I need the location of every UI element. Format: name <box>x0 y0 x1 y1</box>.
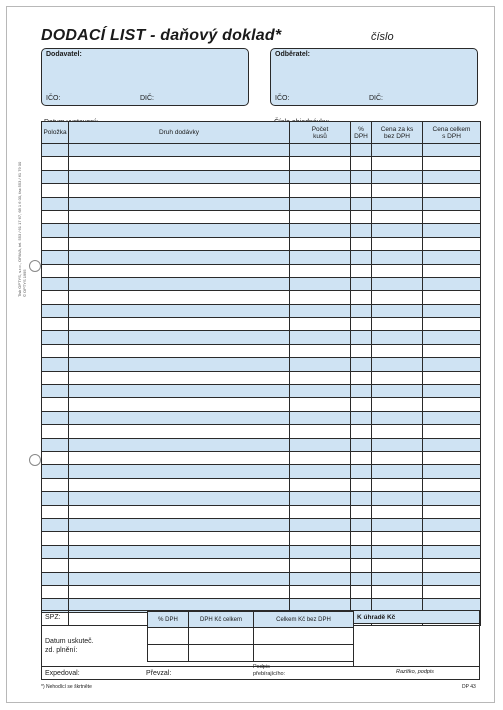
table-cell[interactable] <box>290 264 351 277</box>
table-cell[interactable] <box>69 385 290 398</box>
table-cell[interactable] <box>42 371 69 384</box>
table-cell[interactable] <box>351 398 372 411</box>
col-header-vat-rate: % DPH <box>351 122 372 144</box>
table-cell[interactable] <box>372 371 423 384</box>
table-cell[interactable] <box>69 559 290 572</box>
table-cell[interactable] <box>372 210 423 223</box>
table-cell[interactable] <box>290 532 351 545</box>
table-cell[interactable] <box>42 291 69 304</box>
table-cell[interactable] <box>69 210 290 223</box>
table-row[interactable] <box>42 505 481 518</box>
table-cell[interactable] <box>42 251 69 264</box>
spz-label: SPZ: <box>45 614 61 621</box>
table-cell[interactable] <box>372 545 423 558</box>
vat-header-rate: % DPH <box>148 612 189 628</box>
table-cell[interactable] <box>42 224 69 237</box>
table-cell[interactable] <box>423 277 481 290</box>
table-cell[interactable] <box>423 318 481 331</box>
table-cell[interactable] <box>423 438 481 451</box>
table-row[interactable] <box>42 277 481 290</box>
table-cell[interactable] <box>290 358 351 371</box>
signature-label-2: přebírajícího: <box>253 671 286 677</box>
items-table-body[interactable] <box>42 144 481 626</box>
table-cell[interactable] <box>372 505 423 518</box>
table-cell[interactable] <box>423 344 481 357</box>
table-cell[interactable] <box>290 318 351 331</box>
table-cell[interactable] <box>372 532 423 545</box>
table-row[interactable] <box>42 144 481 157</box>
table-cell[interactable] <box>423 184 481 197</box>
table-row[interactable] <box>42 170 481 183</box>
table-cell[interactable] <box>290 277 351 290</box>
col-header-description: Druh dodávky <box>69 122 290 144</box>
vat-header-amount: DPH Kč celkem <box>189 612 254 628</box>
table-cell[interactable] <box>69 264 290 277</box>
table-cell[interactable] <box>42 492 69 505</box>
table-cell[interactable] <box>351 371 372 384</box>
table-row[interactable] <box>42 385 481 398</box>
table-cell[interactable] <box>69 492 290 505</box>
table-cell[interactable] <box>290 331 351 344</box>
table-cell[interactable] <box>69 224 290 237</box>
table-cell[interactable] <box>351 505 372 518</box>
table-cell[interactable] <box>290 385 351 398</box>
table-cell[interactable] <box>42 237 69 250</box>
table-cell[interactable] <box>69 318 290 331</box>
table-row[interactable] <box>42 344 481 357</box>
table-cell[interactable] <box>290 425 351 438</box>
table-cell[interactable] <box>372 157 423 170</box>
table-cell[interactable] <box>372 451 423 464</box>
table-cell[interactable] <box>372 398 423 411</box>
form-title: DODACÍ LIST - daňový doklad* <box>41 27 282 44</box>
table-cell[interactable] <box>351 559 372 572</box>
table-cell[interactable] <box>372 170 423 183</box>
table-cell[interactable] <box>42 304 69 317</box>
table-row[interactable] <box>42 157 481 170</box>
table-cell[interactable] <box>290 505 351 518</box>
table-cell[interactable] <box>42 210 69 223</box>
table-cell[interactable] <box>372 251 423 264</box>
vat-row[interactable] <box>148 645 354 662</box>
vat-cell[interactable] <box>148 628 189 645</box>
table-cell[interactable] <box>290 344 351 357</box>
table-cell[interactable] <box>290 184 351 197</box>
table-cell[interactable] <box>372 197 423 210</box>
table-cell[interactable] <box>351 197 372 210</box>
table-cell[interactable] <box>290 545 351 558</box>
table-cell[interactable] <box>69 170 290 183</box>
table-cell[interactable] <box>69 371 290 384</box>
table-cell[interactable] <box>423 385 481 398</box>
table-row[interactable] <box>42 318 481 331</box>
col-header-quantity: Počet kusů <box>290 122 351 144</box>
table-row[interactable] <box>42 478 481 491</box>
table-row[interactable] <box>42 197 481 210</box>
taxable-date-label-2: zd. plnění: <box>45 647 78 654</box>
table-cell[interactable] <box>42 559 69 572</box>
table-cell[interactable] <box>351 532 372 545</box>
table-row[interactable] <box>42 398 481 411</box>
table-cell[interactable] <box>290 210 351 223</box>
table-row[interactable] <box>42 224 481 237</box>
vat-header-base: Celkem Kč bez DPH <box>254 612 354 628</box>
table-cell[interactable] <box>42 518 69 531</box>
table-row[interactable] <box>42 251 481 264</box>
table-cell[interactable] <box>69 425 290 438</box>
table-cell[interactable] <box>423 559 481 572</box>
table-cell[interactable] <box>42 264 69 277</box>
table-cell[interactable] <box>351 572 372 585</box>
table-cell[interactable] <box>290 411 351 424</box>
payment-due-header: K úhradě Kč <box>353 611 479 624</box>
table-cell[interactable] <box>423 144 481 157</box>
vat-summary-table <box>147 611 354 662</box>
table-cell[interactable] <box>351 518 372 531</box>
table-row[interactable] <box>42 358 481 371</box>
table-cell[interactable] <box>290 438 351 451</box>
table-cell[interactable] <box>423 505 481 518</box>
table-cell[interactable] <box>351 385 372 398</box>
table-cell[interactable] <box>290 291 351 304</box>
table-cell[interactable] <box>42 197 69 210</box>
table-cell[interactable] <box>351 465 372 478</box>
table-row[interactable] <box>42 210 481 223</box>
table-cell[interactable] <box>423 492 481 505</box>
table-cell[interactable] <box>290 585 351 598</box>
table-cell[interactable] <box>290 170 351 183</box>
table-cell[interactable] <box>423 572 481 585</box>
table-cell[interactable] <box>42 425 69 438</box>
table-cell[interactable] <box>423 585 481 598</box>
table-cell[interactable] <box>351 157 372 170</box>
table-row[interactable] <box>42 451 481 464</box>
number-label: číslo <box>371 31 394 43</box>
table-cell[interactable] <box>423 197 481 210</box>
table-cell[interactable] <box>290 224 351 237</box>
printer-imprint-line1: Tisk OPTYS, s.r.o., OPAVA, tel. 553 / 61 17 67, 68 1 6 00, fax 553 / 61 79 00 <box>17 161 22 297</box>
table-cell[interactable] <box>423 304 481 317</box>
table-cell[interactable] <box>290 478 351 491</box>
table-cell[interactable] <box>351 304 372 317</box>
table-row[interactable] <box>42 492 481 505</box>
table-cell[interactable] <box>42 277 69 290</box>
table-cell[interactable] <box>351 425 372 438</box>
table-cell[interactable] <box>372 358 423 371</box>
table-row[interactable] <box>42 264 481 277</box>
table-row[interactable] <box>42 545 481 558</box>
supplier-box[interactable] <box>41 48 249 106</box>
table-cell[interactable] <box>351 210 372 223</box>
punch-hole-bottom <box>29 454 41 466</box>
table-cell[interactable] <box>372 465 423 478</box>
table-cell[interactable] <box>42 438 69 451</box>
vat-cell[interactable] <box>148 645 189 662</box>
table-cell[interactable] <box>42 144 69 157</box>
printer-imprint-line2: © OPTYS 1995 <box>22 269 27 297</box>
customer-dic-label: DIČ: <box>369 95 383 102</box>
table-cell[interactable] <box>290 371 351 384</box>
table-row[interactable] <box>42 411 481 424</box>
table-cell[interactable] <box>42 184 69 197</box>
table-cell[interactable] <box>372 264 423 277</box>
table-cell[interactable] <box>372 318 423 331</box>
table-cell[interactable] <box>69 398 290 411</box>
table-cell[interactable] <box>69 277 290 290</box>
table-cell[interactable] <box>42 465 69 478</box>
table-cell[interactable] <box>351 237 372 250</box>
table-cell[interactable] <box>42 157 69 170</box>
table-cell[interactable] <box>290 559 351 572</box>
table-cell[interactable] <box>351 585 372 598</box>
table-row[interactable] <box>42 532 481 545</box>
table-cell[interactable] <box>372 518 423 531</box>
table-cell[interactable] <box>69 344 290 357</box>
table-row[interactable] <box>42 518 481 531</box>
table-cell[interactable] <box>423 331 481 344</box>
table-cell[interactable] <box>69 585 290 598</box>
supplier-label: Dodavatel: <box>46 51 82 58</box>
table-cell[interactable] <box>372 559 423 572</box>
table-cell[interactable] <box>42 505 69 518</box>
supplier-ico-label: IČO: <box>46 95 61 102</box>
table-cell[interactable] <box>351 277 372 290</box>
table-cell[interactable] <box>351 224 372 237</box>
table-cell[interactable] <box>372 237 423 250</box>
table-row[interactable] <box>42 572 481 585</box>
items-table <box>41 121 481 626</box>
table-cell[interactable] <box>351 144 372 157</box>
table-cell[interactable] <box>351 291 372 304</box>
vat-cell[interactable] <box>189 628 254 645</box>
customer-label: Odběratel: <box>275 51 311 58</box>
table-cell[interactable] <box>69 184 290 197</box>
table-cell[interactable] <box>351 438 372 451</box>
table-cell[interactable] <box>351 411 372 424</box>
table-cell[interactable] <box>42 331 69 344</box>
table-cell[interactable] <box>423 371 481 384</box>
table-cell[interactable] <box>351 344 372 357</box>
table-cell[interactable] <box>423 451 481 464</box>
table-row[interactable] <box>42 438 481 451</box>
table-cell[interactable] <box>42 532 69 545</box>
vat-cell[interactable] <box>254 628 354 645</box>
col-header-item: Položka <box>42 122 69 144</box>
table-cell[interactable] <box>69 251 290 264</box>
table-cell[interactable] <box>290 144 351 157</box>
table-cell[interactable] <box>372 304 423 317</box>
table-cell[interactable] <box>423 465 481 478</box>
table-row[interactable] <box>42 184 481 197</box>
table-cell[interactable] <box>69 304 290 317</box>
dispatched-label: Expedoval: <box>45 670 80 677</box>
table-cell[interactable] <box>351 358 372 371</box>
table-cell[interactable] <box>372 478 423 491</box>
table-cell[interactable] <box>69 505 290 518</box>
table-cell[interactable] <box>423 358 481 371</box>
footnote: *) Nehodící se škrtněte <box>41 684 92 690</box>
table-cell[interactable] <box>423 157 481 170</box>
table-row[interactable] <box>42 559 481 572</box>
table-cell[interactable] <box>423 545 481 558</box>
form-code: DP 43 <box>462 684 476 690</box>
printer-imprint <box>17 162 27 297</box>
table-cell[interactable] <box>69 411 290 424</box>
table-cell[interactable] <box>372 385 423 398</box>
table-cell[interactable] <box>351 331 372 344</box>
table-cell[interactable] <box>372 572 423 585</box>
supplier-dic-label: DIČ: <box>140 95 154 102</box>
table-row[interactable] <box>42 291 481 304</box>
stamp-label: Razítko, podpis <box>396 669 434 675</box>
table-cell[interactable] <box>351 264 372 277</box>
table-row[interactable] <box>42 371 481 384</box>
table-cell[interactable] <box>290 451 351 464</box>
vat-row[interactable] <box>148 628 354 645</box>
table-cell[interactable] <box>372 344 423 357</box>
table-cell[interactable] <box>423 518 481 531</box>
table-cell[interactable] <box>42 344 69 357</box>
table-cell[interactable] <box>423 210 481 223</box>
table-cell[interactable] <box>372 291 423 304</box>
table-cell[interactable] <box>42 170 69 183</box>
col-header-total-price: Cena celkem s DPH <box>423 122 481 144</box>
signature-label-1: Podpis <box>253 664 270 670</box>
table-cell[interactable] <box>423 251 481 264</box>
table-cell[interactable] <box>351 451 372 464</box>
table-row[interactable] <box>42 237 481 250</box>
table-cell[interactable] <box>372 184 423 197</box>
table-cell[interactable] <box>290 237 351 250</box>
table-cell[interactable] <box>372 331 423 344</box>
table-cell[interactable] <box>69 237 290 250</box>
table-cell[interactable] <box>69 465 290 478</box>
table-cell[interactable] <box>290 251 351 264</box>
table-cell[interactable] <box>351 478 372 491</box>
table-cell[interactable] <box>42 585 69 598</box>
table-cell[interactable] <box>372 425 423 438</box>
table-cell[interactable] <box>42 545 69 558</box>
table-cell[interactable] <box>351 251 372 264</box>
table-cell[interactable] <box>423 264 481 277</box>
table-cell[interactable] <box>69 197 290 210</box>
table-cell[interactable] <box>290 157 351 170</box>
table-cell[interactable] <box>423 425 481 438</box>
table-row[interactable] <box>42 331 481 344</box>
table-row[interactable] <box>42 425 481 438</box>
table-cell[interactable] <box>42 318 69 331</box>
table-cell[interactable] <box>42 451 69 464</box>
col-header-unit-price: Cena za ks bez DPH <box>372 122 423 144</box>
customer-ico-label: IČO: <box>275 95 290 102</box>
punch-hole-top <box>29 260 41 272</box>
footer-section <box>41 610 480 680</box>
table-cell[interactable] <box>69 358 290 371</box>
table-cell[interactable] <box>351 184 372 197</box>
table-cell[interactable] <box>423 398 481 411</box>
vat-cell[interactable] <box>189 645 254 662</box>
table-cell[interactable] <box>372 492 423 505</box>
table-cell[interactable] <box>42 358 69 371</box>
table-cell[interactable] <box>290 572 351 585</box>
footer-divider-vertical <box>353 624 354 666</box>
table-cell[interactable] <box>69 331 290 344</box>
table-row[interactable] <box>42 465 481 478</box>
table-cell[interactable] <box>423 170 481 183</box>
table-cell[interactable] <box>351 492 372 505</box>
table-cell[interactable] <box>423 291 481 304</box>
vat-cell[interactable] <box>254 645 354 662</box>
table-cell[interactable] <box>69 451 290 464</box>
customer-box[interactable] <box>270 48 478 106</box>
table-cell[interactable] <box>42 398 69 411</box>
table-cell[interactable] <box>69 478 290 491</box>
table-cell[interactable] <box>69 291 290 304</box>
table-row[interactable] <box>42 585 481 598</box>
table-cell[interactable] <box>372 411 423 424</box>
table-cell[interactable] <box>42 385 69 398</box>
table-row[interactable] <box>42 304 481 317</box>
table-cell[interactable] <box>423 532 481 545</box>
table-cell[interactable] <box>423 478 481 491</box>
table-cell[interactable] <box>42 478 69 491</box>
table-cell[interactable] <box>351 318 372 331</box>
table-cell[interactable] <box>290 304 351 317</box>
table-cell[interactable] <box>290 197 351 210</box>
items-table-header <box>42 122 481 144</box>
table-cell[interactable] <box>372 224 423 237</box>
table-cell[interactable] <box>372 585 423 598</box>
table-cell[interactable] <box>69 572 290 585</box>
table-cell[interactable] <box>372 438 423 451</box>
table-cell[interactable] <box>69 157 290 170</box>
table-cell[interactable] <box>69 438 290 451</box>
table-cell[interactable] <box>42 411 69 424</box>
table-cell[interactable] <box>69 532 290 545</box>
table-cell[interactable] <box>290 398 351 411</box>
table-cell[interactable] <box>42 572 69 585</box>
table-cell[interactable] <box>69 144 290 157</box>
table-cell[interactable] <box>372 144 423 157</box>
table-cell[interactable] <box>290 465 351 478</box>
table-cell[interactable] <box>351 170 372 183</box>
table-cell[interactable] <box>290 518 351 531</box>
taxable-date-label-1: Datum uskuteč. <box>45 638 94 645</box>
table-cell[interactable] <box>351 545 372 558</box>
table-cell[interactable] <box>372 277 423 290</box>
table-cell[interactable] <box>423 224 481 237</box>
received-label: Převzal: <box>146 670 172 677</box>
table-cell[interactable] <box>290 492 351 505</box>
table-cell[interactable] <box>423 411 481 424</box>
table-cell[interactable] <box>423 237 481 250</box>
table-cell[interactable] <box>69 545 290 558</box>
table-cell[interactable] <box>69 518 290 531</box>
